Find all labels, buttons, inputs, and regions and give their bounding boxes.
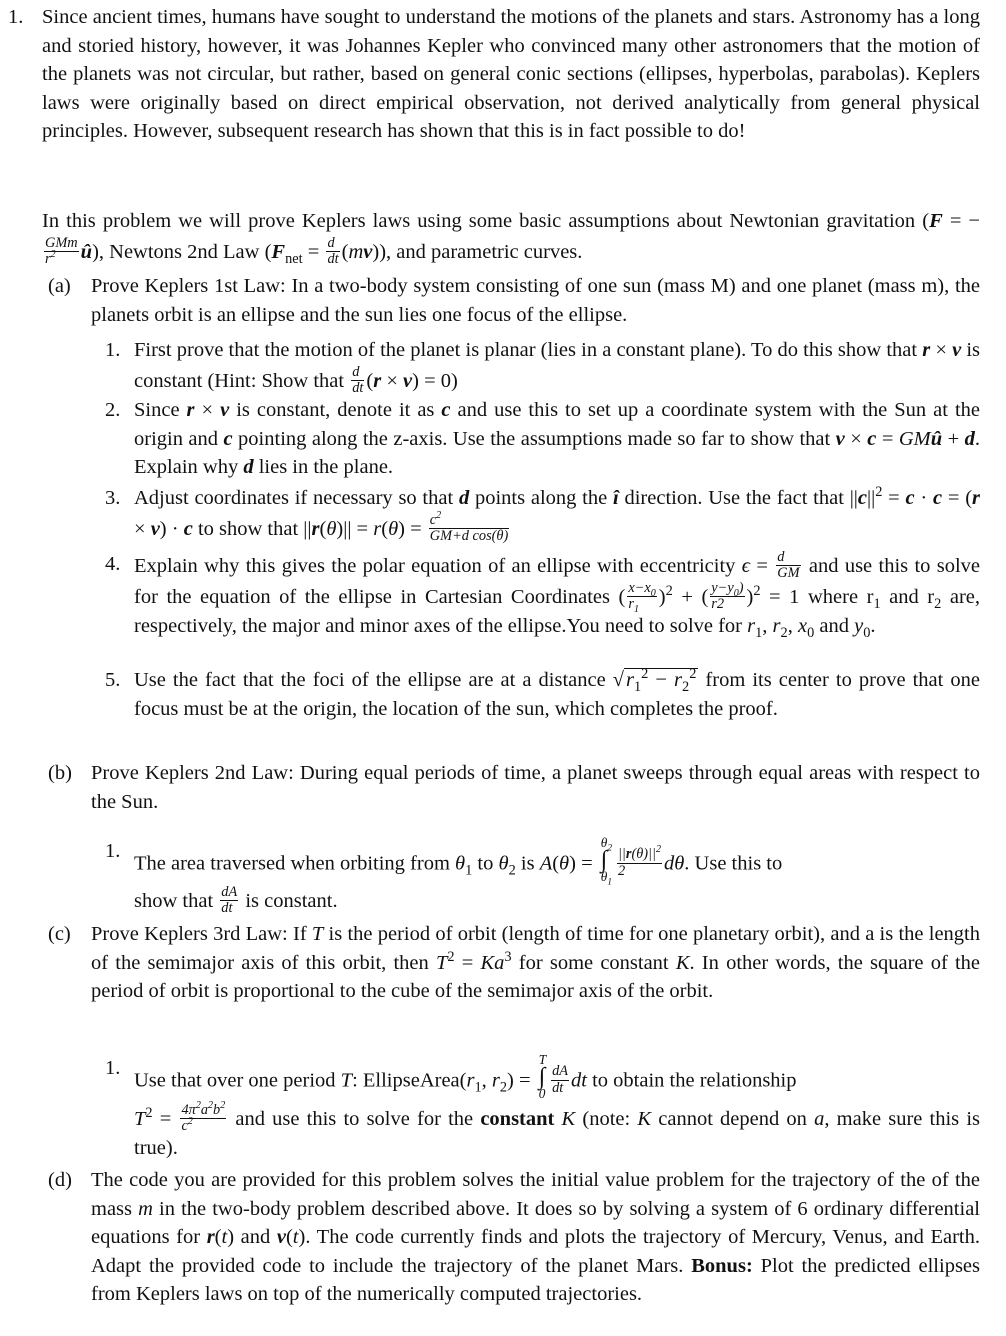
part-a-step5-label: 5.: [105, 669, 121, 691]
part-a-text: Prove Keplers 1st Law: In a two-body system consisting of one sun (mass M) and one planet (mass m), the planets orbit is an ellipse and the sun lies one focus of the ellipse.: [91, 275, 980, 326]
part-a-label: (a): [48, 275, 71, 297]
part-a-step3-label: 3.: [105, 487, 121, 509]
part-c-step1-label: 1.: [105, 1057, 121, 1079]
part-c-label: (c): [48, 923, 71, 945]
part-a-step2-text: Since r × v is constant, denote it as c and use this to set up a coordinate system with the Sun at the origin and c pointing along the z-axis. Use the assumptions made so far to show that v × c = GMû + d. Explain why d lies in the plane.: [134, 399, 981, 478]
part-a-step3-text: Adjust coordinates if necessary so that d points along the î direction. Use the fact that $||c||^2 = c \cdot c = (r \times v) \cdot c$ to show that ||r(θ)|| = r(θ) = $\frac{c^2}{\text{GM+d cos(θ)}}$: [134, 484, 981, 544]
part-b-label: (b): [48, 762, 72, 784]
part-b-step1-text: The area traversed when orbiting from $\theta_1$ to $\theta_2$ is A(θ) = $\theta_2$ ∫ $\theta_1$ $\frac{||r(\theta)||^2}{2}$ dθ. Use this to: [134, 835, 783, 888]
part-c-step1-text-cont: $T^2$ = $\frac{4\pi^2a^2b^2}{c^2}$ and use this to solve for the constant K (note: K cannot depend on a, make sure this is true).: [134, 1100, 981, 1160]
part-a-step5-text: Use the fact that the foci of the ellipse are at a distance $√r_1^2 - r_2^2$ from its center to prove that one focus must be at the origin, the location of the sun, which completes the proof.: [134, 666, 980, 720]
part-c-text: Prove Keplers 3rd Law: If T is the period of orbit (length of time for one planetary orbit), and a is the length of the semimajor axis of this orbit, then $T^2 = Ka^3$ for some constant K. In other words, the square of the period of orbit is proportional to the cube of the semimajor axis of the orbit.: [91, 923, 980, 1002]
part-b-step1-label: 1.: [105, 840, 121, 862]
part-a-step1-label: 1.: [105, 339, 121, 361]
part-c-step1-text: Use that over one period T: $EllipseArea(r_1$, $r_2$) = T ∫ 0 $\frac{dA}{dt}$ dt to obtain the relationship: [134, 1052, 797, 1101]
part-a-step4-label: 4.: [105, 553, 121, 575]
part-d-text: The code you are provided for this problem solves the initial value problem for the trajectory of the of the mass m in the two-body problem described above. It does so by solving a system of 6 ordinary differential equations for r(t) and v(t). The code currently finds and plots the trajectory of Mercury, Venus, and Earth. Adapt the provided code to include the trajectory of the planet Mars. Bonus: Plot the predicted ellipses from Keplers laws on top of the numerically computed trajectories.: [91, 1169, 981, 1305]
part-a-step4-text: Explain why this gives the polar equation of an ellipse with eccentricity ϵ = $\frac{d}{GM}$ and use this to solve for the equation of the ellipse in Cartesian Coordinates ( $\frac{x-x_0}{r_1}$ )$^2$ + ( $\frac{y-y_0)}{r2}$ )$^2$ = 1 where $r_1$ and $r_2$ are, respectively, the major and minor axes of the ellipse.You need to solve for $r_1$, $r_2$, $x_0$ and $y_0$.: [134, 549, 981, 642]
part-b-step1-text-cont: show that $\frac{dA}{dt}$ is constant.: [134, 884, 338, 917]
part-a-step1-text: First prove that the motion of the planet is planar (lies in a constant plane). To do this show that r × v is constant (Hint: Show that $\frac{d}{dt}$ (r × v) = 0): [134, 339, 981, 396]
part-b-text: Prove Keplers 2nd Law: During equal periods of time, a planet sweeps through equal areas with respect to the Sun.: [91, 762, 980, 813]
setup-paragraph: In this problem we will prove Keplers laws using some basic assumptions about Newtonian gravitation (F = − $\frac{\text{GMm}}{r^2}$ û), Newtons 2nd Law ($F_{net}$ = $\frac{d}{dt}$ (mv)), and parametric curves.: [42, 210, 980, 267]
part-a-step2-label: 2.: [105, 399, 121, 421]
part-d-label: (d): [48, 1169, 72, 1191]
problem-number: 1.: [8, 6, 24, 28]
intro-paragraph: Since ancient times, humans have sought to understand the motions of the planets and stars. Astronomy has a long and storied history, however, it was Johannes Kepler who convinced many other astronomers that the motion of the planets was not circular, but rather, based on general conic sections (ellipses, hyperbolas, parabolas). Keplers laws were originally based on direct empirical observation, not derived analytically from general physical principles. However, subsequent research has shown that this is in fact possible to do!: [42, 6, 980, 142]
